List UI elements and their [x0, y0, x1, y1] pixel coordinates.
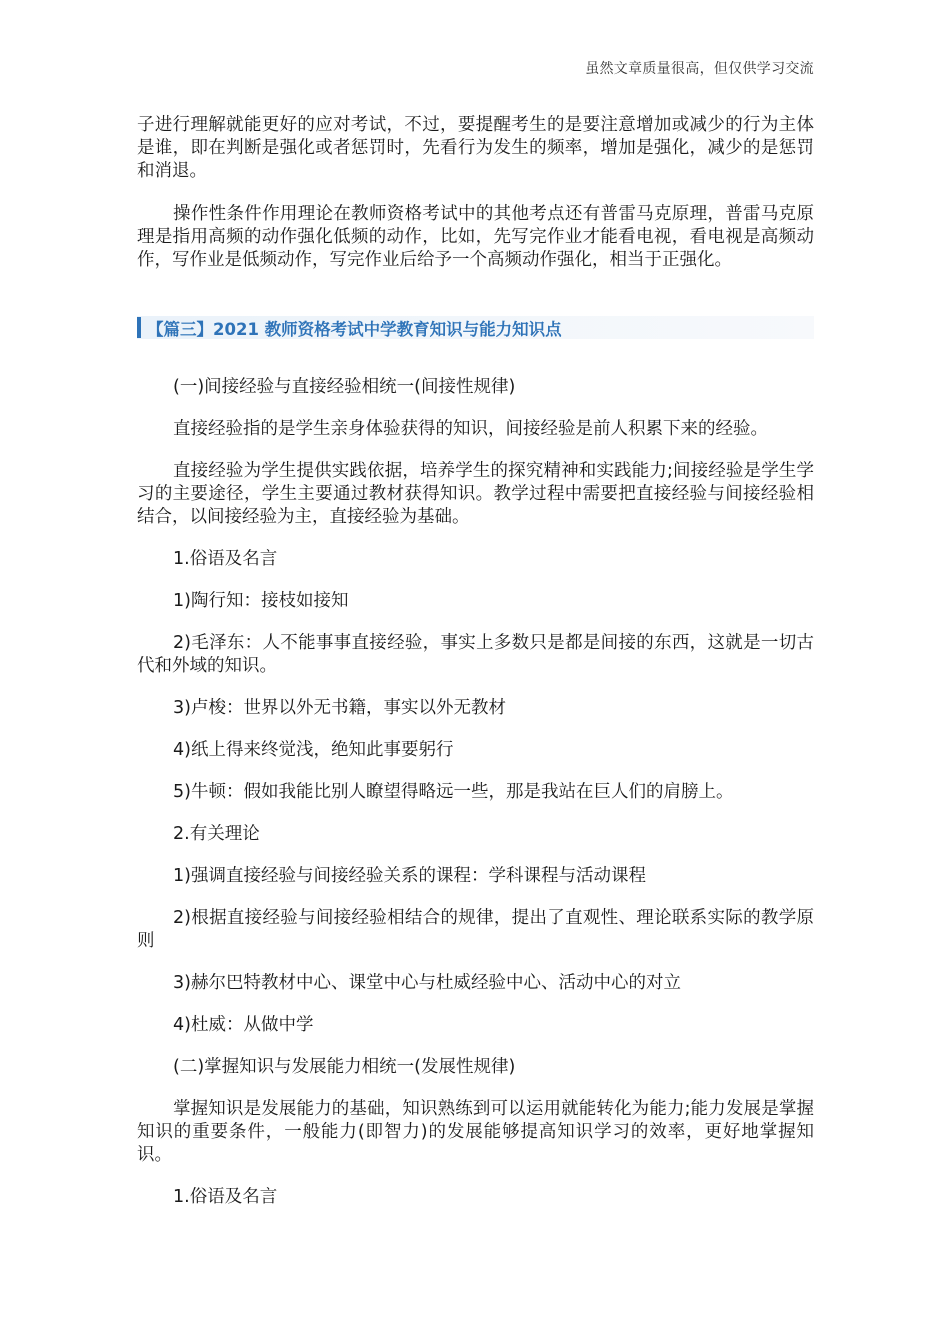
list-item: 2)根据直接经验与间接经验相结合的规律，提出了直观性、理论联系实际的教学原则	[137, 908, 814, 951]
section-heading-bar	[137, 317, 141, 338]
list-item: 4)纸上得来终觉浅，绝知此事要躬行	[173, 740, 454, 760]
subheading: (二)掌握知识与发展能力相统一(发展性规律)	[173, 1057, 516, 1077]
list-item: 5)牛顿：假如我能比别人瞭望得略远一些，那是我站在巨人们的肩膀上。	[173, 782, 734, 802]
list-heading: 1.俗语及名言	[173, 549, 278, 569]
list-heading: 1.俗语及名言	[173, 1187, 278, 1207]
list-item: 1)强调直接经验与间接经验关系的课程：学科课程与活动课程	[173, 866, 646, 886]
header-note: 虽然文章质量很高，但仅供学习交流	[585, 61, 814, 77]
paragraph: 掌握知识是发展能力的基础，知识熟练到可以运用就能转化为能力;能力发展是掌握知识的重要条件，一般能力(即智力)的发展能够提高知识学习的效率，更好地掌握知识。	[137, 1099, 814, 1165]
paragraph: 直接经验指的是学生亲身体验获得的知识，间接经验是前人积累下来的经验。	[173, 419, 768, 439]
paragraph: 子进行理解就能更好的应对考试，不过，要提醒考生的是要注意增加或减少的行为主体是谁，即在判断是强化或者惩罚时，先看行为发生的频率，增加是强化，减少的是惩罚和消退。	[137, 115, 814, 181]
list-item: 3)卢梭：世界以外无书籍，事实以外无教材	[173, 698, 506, 718]
list-item: 4)杜威：从做中学	[173, 1015, 314, 1035]
subheading: (一)间接经验与直接经验相统一(间接性规律)	[173, 377, 516, 397]
list-item: 3)赫尔巴特教材中心、课堂中心与杜威经验中心、活动中心的对立	[173, 973, 681, 993]
list-item: 1)陶行知：接枝如接知	[173, 591, 349, 611]
list-item: 2)毛泽东：人不能事事直接经验，事实上多数只是都是间接的东西，这就是一切古代和外域的知识。	[137, 633, 814, 676]
section-heading	[137, 316, 814, 339]
paragraph: 直接经验为学生提供实践依据，培养学生的探究精神和实践能力;间接经验是学生学习的主要途径，学生主要通过教材获得知识。教学过程中需要把直接经验与间接经验相结合，以间接经验为主，直接经验为基础。	[137, 461, 814, 527]
top-text-block	[137, 114, 814, 272]
list-heading: 2.有关理论	[173, 824, 260, 844]
body-text-block	[137, 376, 814, 1209]
section-title: 【篇三】2021 教师资格考试中学教育知识与能力知识点	[147, 319, 562, 339]
paragraph: 操作性条件作用理论在教师资格考试中的其他考点还有普雷马克原理，普雷马克原理是指用高频的动作强化低频的动作，比如，先写完作业才能看电视，看电视是高频动作，写作业是低频动作，写完作业后给予一个高频动作强化，相当于正强化。	[137, 204, 814, 270]
